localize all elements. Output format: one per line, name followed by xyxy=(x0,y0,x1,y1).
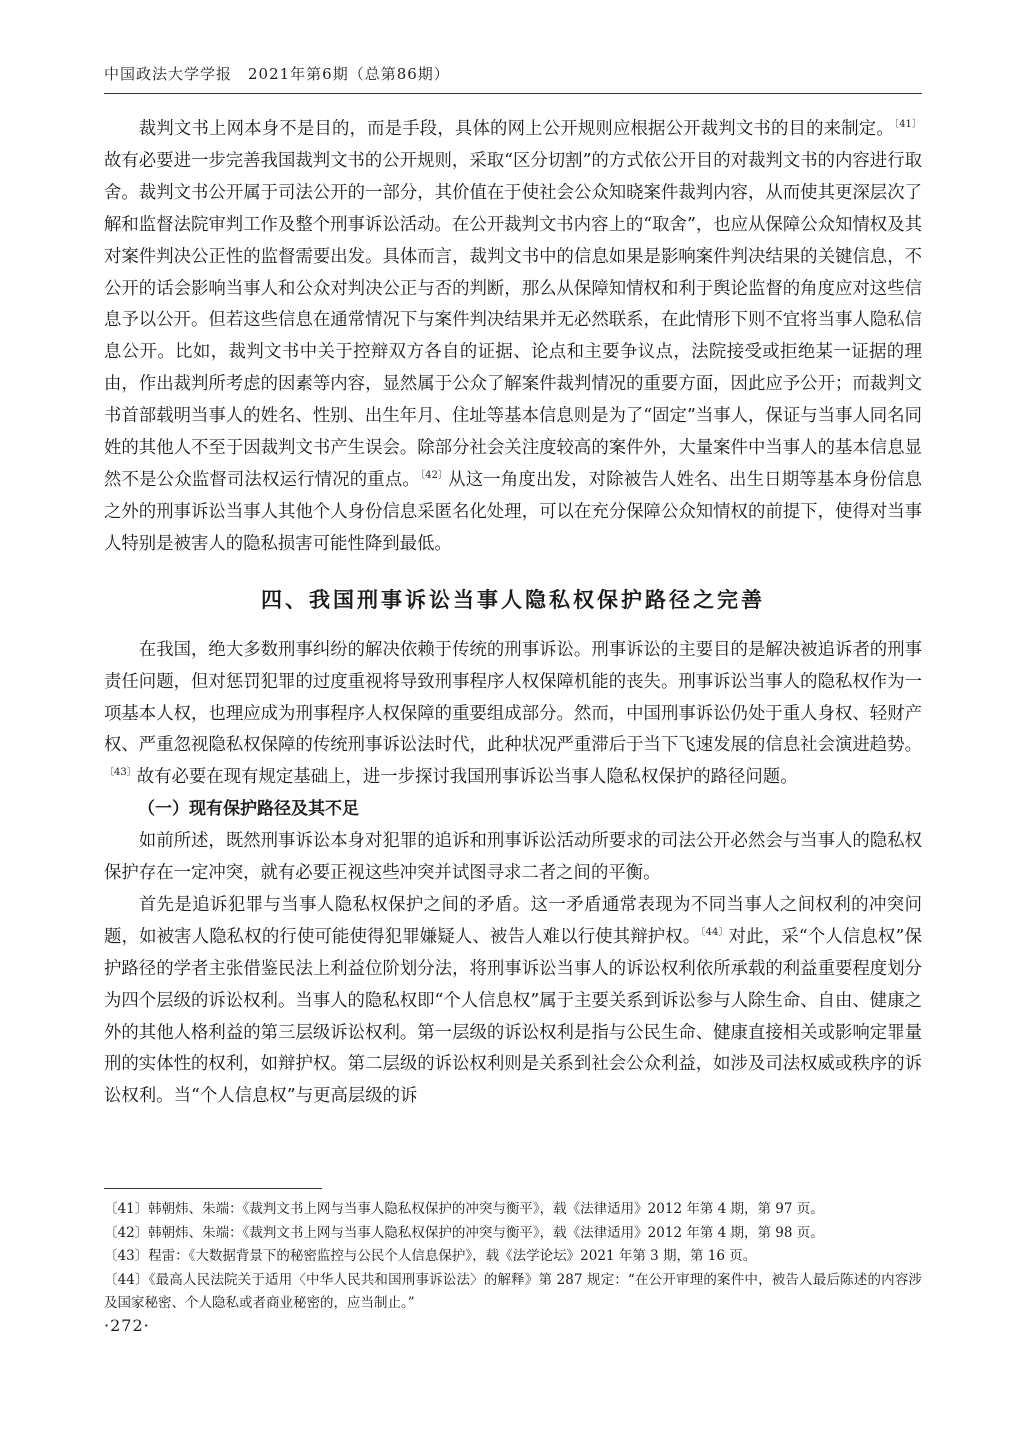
footnote-44: 〔44〕《最高人民法院关于适用〈中华人民共和国刑事诉讼法〉的解释》第 287 规定：“在公开审理的案件中，被告人最后陈述的内容涉及国家秘密、个人隐私或者商业秘密的，应当制止。” xyxy=(104,1271,922,1311)
paragraph-text: 对此，采“个人信息权”保护路径的学者主张借鉴民法上利益位阶划分法，将刑事诉讼当事人的诉讼权利依所承载的利益重要程度划分为四个层级的诉讼权利。当事人的隐私权即“个人信息权”属于主要关系到诉讼参与人除生命、自由、健康之外的其他人格利益的第三层级诉讼权利。第一层级的诉讼权利是指与公民生命、健康直接相关或影响定罪量刑的实体性的权利，如辩护权。第二层级的诉讼权利则是关系到社会公众利益，如涉及司法权威或秩序的诉讼权利。当“个人信息权”与更高层级的诉 xyxy=(104,926,922,1107)
subsection-title: （一）现有保护路径及其不足 xyxy=(138,799,359,820)
footnote-ref-41[interactable]: 〔41〕 xyxy=(893,119,922,131)
page-number: ·272· xyxy=(104,1316,150,1335)
running-header: 中国政法大学学报 2021年第6期（总第86期） xyxy=(104,65,450,83)
paragraph-2 xyxy=(104,635,922,795)
footnote-rule xyxy=(104,1188,322,1189)
paragraph-3: 如前所述，既然刑事诉讼本身对犯罪的追诉和刑事诉讼活动所要求的司法公开必然会与当事人的隐私权保护存在一定冲突，就有必要正视这些冲突并试图寻求二者之间的平衡。 xyxy=(104,831,922,884)
paragraph-text: 从这一角度出发，对除被告人姓名、出生日期等基本身份信息之外的刑事诉讼当事人其他个人身份信息采匿名化处理，可以在充分保障公众知情权的前提下，使得对当事人特别是被害人的隐私损害可能性降到最低。 xyxy=(104,469,922,554)
paragraph-4 xyxy=(104,890,922,1113)
paragraph-text: 故有必要进一步完善我国裁判文书的公开规则，采取“区分切割”的方式依公开目的对裁判文书的内容进行取舍。裁判文书公开属于司法公开的一部分，其价值在于使社会公众知晓案件裁判内容，从而使其更深层次了解和监督法院审判工作及整个刑事诉讼活动。在公开裁判文书内容上的“取舍”，也应从保障公众知情权及其对案件判决公正性的监督需要出发。具体而言，裁判文书中的信息如果是影响案件判决结果的关键信息，不公开的话会影响当事人和公众对判决公正与否的判断，那么从保障知情权和利于舆论监督的角度应对这些信息予以公开。但若这些信息在通常情况下与案件判决结果并无必然联系，在此情形下则不宜将当事人隐私信息公开。比如，裁判文书中关于控辩双方各自的证据、论点和主要争议点，法院接受或拒绝某一证据的理由，作出裁判所考虑的因素等内容，显然属于公众了解案件裁判情况的重要方面，因此应予公开；而裁判文书首部载明当事人的姓名、性别、出生年月、住址等基本信息则是为了“固定”当事人，保证与当事人同名同姓的其他人不至于因裁判文书产生误会。除部分社会关注度较高的案件外，大量案件中当事人的基本信息显然不是公众监督司法权运行情况的重点。 xyxy=(104,150,922,490)
footnote-ref-42[interactable]: 〔42〕 xyxy=(419,470,449,482)
paragraph-text: 裁判文书上网本身不是目的，而是手段，具体的网上公开规则应根据公开裁判文书的目的来制定。 xyxy=(138,119,894,139)
paragraph-1 xyxy=(104,114,922,561)
section-title: 四、我国刑事诉讼当事人隐私权保护路径之完善 xyxy=(261,586,765,612)
paragraph-text: 故有必要在现有规定基础上，进一步探讨我国刑事诉讼当事人隐私权保护的路径问题。 xyxy=(136,767,798,788)
footnote-41: 〔41〕韩朝炜、朱端：《裁判文书上网与当事人隐私权保护的冲突与衡平》，载《法律适用》2012 年第 4 期，第 97 页。 xyxy=(104,1201,824,1217)
footnote-42: 〔42〕韩朝炜、朱端：《裁判文书上网与当事人隐私权保护的冲突与衡平》，载《法律适用》2012 年第 4 期，第 98 页。 xyxy=(104,1224,824,1241)
body-text xyxy=(104,114,922,1113)
header-rule xyxy=(104,93,922,94)
footnote-ref-43[interactable]: 〔43〕 xyxy=(104,767,137,779)
paragraph-text: 在我国，绝大多数刑事纠纷的解决依赖于传统的刑事诉讼。刑事诉讼的主要目的是解决被追诉者的刑事责任问题，但对惩罚犯罪的过度重视将导致刑事程序人权保障机能的丧失。刑事诉讼当事人的隐私权作为一项基本人权，也理应成为刑事程序人权保障的重要组成部分。然而，中国刑事诉讼仍处于重人身权、轻财产权、严重忽视隐私权保障的传统刑事诉讼法时代，此种状况严重滞后于当下飞速发展的信息社会演进趋势。 xyxy=(104,639,922,756)
footnote-ref-44[interactable]: 〔44〕 xyxy=(700,927,729,939)
paragraph-text: 首先是追诉犯罪与当事人隐私权保护之间的矛盾。这一矛盾通常表现为不同当事人之间权利的冲突问题，如被害人隐私权的行使可能使得犯罪嫌疑人、被告人难以行使其辩护权。 xyxy=(104,894,922,947)
footnotes xyxy=(104,1198,922,1316)
footnote-43: 〔43〕程雷：《大数据背景下的秘密监控与公民个人信息保护》，载《法学论坛》2021 年第 3 期，第 16 页。 xyxy=(104,1248,757,1264)
